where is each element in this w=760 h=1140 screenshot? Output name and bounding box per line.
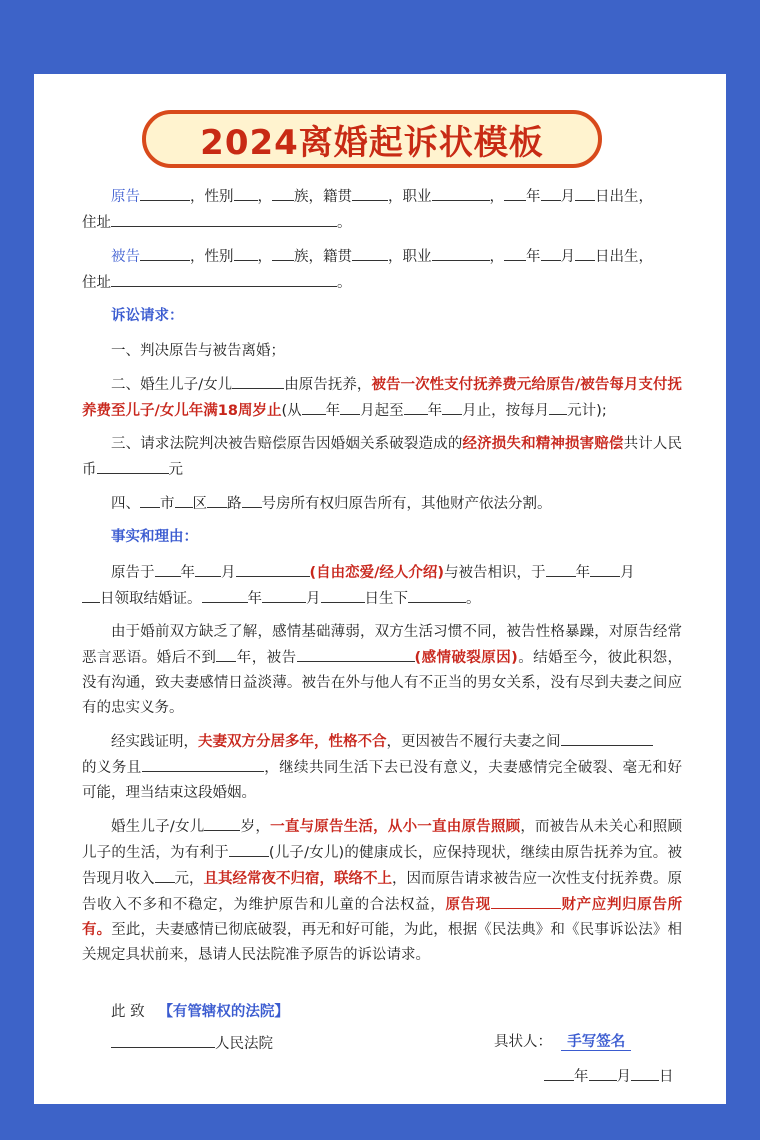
closing-block	[82, 1000, 289, 1053]
signature-row	[494, 1030, 631, 1051]
document-body	[82, 184, 682, 976]
plaintiff-label: 原告	[111, 189, 140, 205]
fact-4-highlight-3a: 原告现	[445, 897, 491, 913]
fact-1: 原告于 年 月 (自由恋爱/经人介绍)与被告相识，于 年 月 日领取结婚证。 年 月 日生下 。	[82, 560, 682, 612]
plaintiff-line: 原告 ，性别 ， 族，籍贯 ，职业 ， 年 月 日出生， 住址 。	[82, 184, 682, 236]
facts-heading: 事实和理由：	[111, 529, 198, 545]
title-banner	[142, 110, 602, 168]
court-suffix: 人民法院	[215, 1036, 273, 1052]
claim-3: 三、请求法院判决被告赔偿原告因婚姻关系破裂造成的经济损失和精神损害赔偿共计人民币 元	[82, 436, 683, 478]
claims-heading: 诉讼请求：	[111, 308, 184, 324]
date-row: 年 月 日	[544, 1064, 674, 1086]
signature-label: 具状人：	[494, 1034, 552, 1050]
court-note: 【有管辖权的法院】	[158, 1004, 289, 1020]
fact-2: 由于婚前双方缺乏了解，感情基础薄弱，双方生活习惯不同，被告性格暴躁，对原告经常恶言恶语。婚后不到 年，被告 (感情破裂原因)。结婚至今，彼此积怨，没有沟通，致夫妻感情日益淡薄。被告在外与他人有不正当的男女关系，没有尽到夫妻之间应有的忠实义务。	[82, 624, 683, 716]
fact-1-highlight: (自由恋爱/经人介绍)	[309, 565, 445, 581]
fact-4-highlight-1: 一直与原告生活，从小一直由原告照顾	[270, 819, 521, 835]
fact-4-highlight-3b: 财产应判归原告所有。	[82, 897, 683, 938]
claim-4: 四、 市 区 路 号房所有权归原告所有，其他财产依法分割。	[82, 491, 682, 517]
fact-4-highlight-2: 且其经常夜不归宿，联络不上	[203, 871, 392, 887]
claim-2-highlight: 被告一次性支付抚养费元给原告/被告每月支付抚养费至儿子/女儿年满18周岁止	[82, 377, 683, 419]
defendant-line: 被告 ，性别 ， 族，籍贯 ，职业 ， 年 月 日出生， 住址 。	[82, 244, 682, 296]
fact-4: 婚生儿子/女儿 岁，一直与原告生活，从小一直由原告照顾，而被告从未关心和照顾儿子的生活，为有利于 (儿子/女儿)的健康成长，应保持现状，继续由原告抚养为宜。被告现月收入 元，且其经常夜不归宿，联络不上，因而原告请求被告应一次性支付抚养费。原告收入不多和不稳定，为维护原告和儿童的合法权益，原告现 财产应判归原告所有。至此，夫妻感情已彻底破裂，再无和好可能，为此，根据《民法典》和《民事诉讼法》相关规定具状前来，恳请人民法院准予原告的诉讼请求。	[82, 814, 682, 968]
defendant-label: 被告	[111, 249, 140, 265]
fact-2-highlight: (感情破裂原因)	[414, 650, 518, 666]
claim-2: 二、婚生儿子/女儿 由原告抚养，被告一次性支付抚养费元给原告/被告每月支付抚养费至儿子/女儿年满18周岁止(从 年 月起至 年 月止，按每月 元计);	[82, 372, 682, 424]
claim-3-highlight: 经济损失和精神损害赔偿	[462, 436, 624, 452]
document-sheet	[34, 74, 726, 1104]
page-title: 2024离婚起诉状模板	[200, 122, 544, 163]
fact-3: 经实践证明，夫妻双方分居多年，性格不合，更因被告不履行夫妻之间 的义务且 ，继续共同生活下去已没有意义，夫妻感情完全破裂、毫无和好可能，理当结束这段婚姻。	[82, 729, 682, 806]
signature-name: 手写签名	[561, 1034, 631, 1051]
closing-to: 此 致	[111, 1004, 145, 1020]
fact-3-highlight: 夫妻双方分居多年，性格不合	[198, 734, 387, 750]
claim-1: 一、判决原告与被告离婚；	[111, 343, 285, 359]
